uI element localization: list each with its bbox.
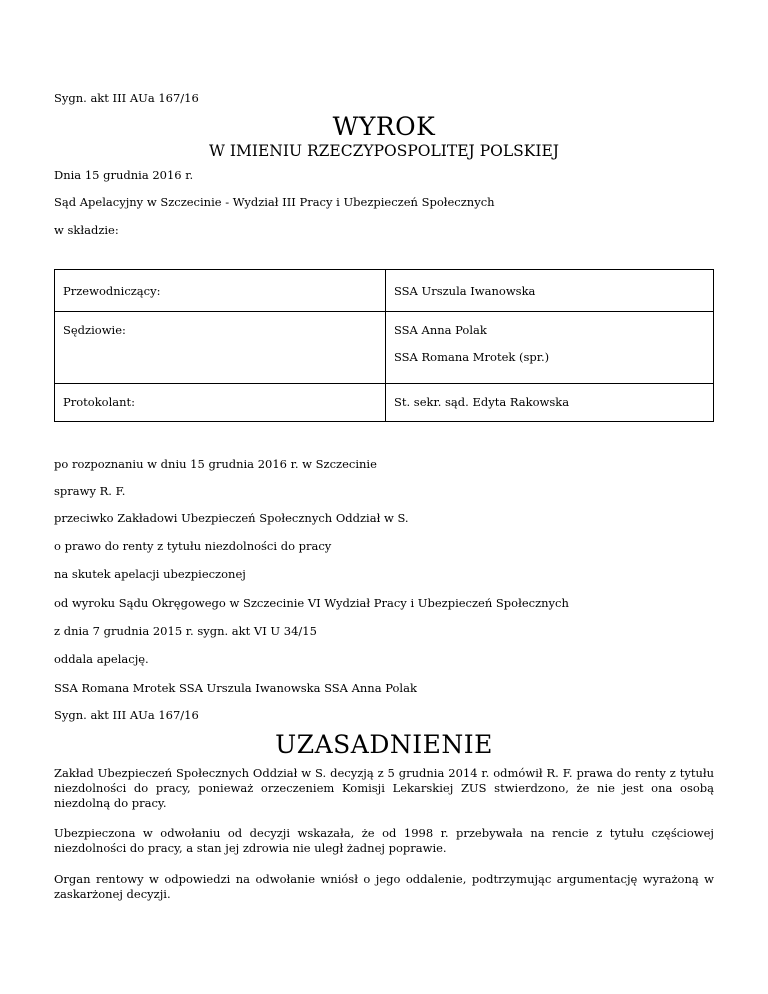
ruling-line: przeciwko Zakładowi Ubezpieczeń Społecznych Oddział w S. (54, 511, 409, 525)
justification-title: UZASADNIENIE (275, 730, 493, 759)
role-label: Protokolant: (63, 395, 136, 409)
ruling-line: sprawy R. F. (54, 484, 126, 498)
panel-table (54, 269, 714, 422)
judge-name: SSA Urszula Iwanowska (394, 284, 536, 298)
names-cell (386, 384, 714, 422)
table-row (55, 312, 714, 384)
case-number: Sygn. akt III AUa 167/16 (54, 91, 199, 105)
ruling-line: po rozpoznaniu w dniu 15 grudnia 2016 r. w Szczecinie (54, 457, 377, 471)
signatures-line: SSA Romana Mrotek SSA Urszula Iwanowska SSA Anna Polak (54, 681, 417, 695)
composition-label: w składzie: (54, 223, 119, 237)
table-row (55, 270, 714, 312)
court-line: Sąd Apelacyjny w Szczecinie - Wydział III Pracy i Ubezpieczeń Społecznych (54, 195, 495, 209)
role-cell (55, 312, 386, 384)
role-label: Sędziowie: (63, 323, 126, 337)
justification-paragraph: Organ rentowy w odpowiedzi na odwołanie wniósł o jego oddalenie, podtrzymując argumentację wyrażoną w zaskarżonej decyzji. (54, 872, 714, 901)
date-line: Dnia 15 grudnia 2016 r. (54, 168, 194, 182)
judge-name: SSA Romana Mrotek (spr.) (394, 350, 550, 364)
document-subtitle: W IMIENIU RZECZYPOSPOLITEJ POLSKIEJ (209, 142, 559, 160)
role-cell (55, 384, 386, 422)
justification-paragraph: Ubezpieczona w odwołaniu od decyzji wskazała, że od 1998 r. przebywała na rencie z tytułu częściowej niezdolności do pracy, a stan jej zdrowia nie uległ żadnej poprawie. (54, 826, 714, 855)
names-cell (386, 270, 714, 312)
document-title: WYROK (332, 112, 436, 141)
names-cell (386, 312, 714, 384)
ruling-line: na skutek apelacji ubezpieczonej (54, 567, 246, 581)
ruling-line: z dnia 7 grudnia 2015 r. sygn. akt VI U 34/15 (54, 624, 317, 638)
case-number-repeat: Sygn. akt III AUa 167/16 (54, 708, 199, 722)
role-cell (55, 270, 386, 312)
table-row (55, 384, 714, 422)
justification-paragraph: Zakład Ubezpieczeń Społecznych Oddział w S. decyzją z 5 grudnia 2014 r. odmówił R. F. prawa do renty z tytułu niezdolności do pracy, ponieważ orzeczeniem Komisji Lekarskiej ZUS stwierdzono, że nie jest ona osobą niezdolną do pracy. (54, 766, 714, 810)
ruling-line: od wyroku Sądu Okręgowego w Szczecinie VI Wydział Pracy i Ubezpieczeń Społecznych (54, 596, 569, 610)
judge-name: SSA Anna Polak (394, 323, 487, 337)
ruling-verdict: oddala apelację. (54, 652, 149, 666)
clerk-name: St. sekr. sąd. Edyta Rakowska (394, 395, 570, 409)
role-label: Przewodniczący: (63, 284, 161, 298)
ruling-line: o prawo do renty z tytułu niezdolności do pracy (54, 539, 332, 553)
